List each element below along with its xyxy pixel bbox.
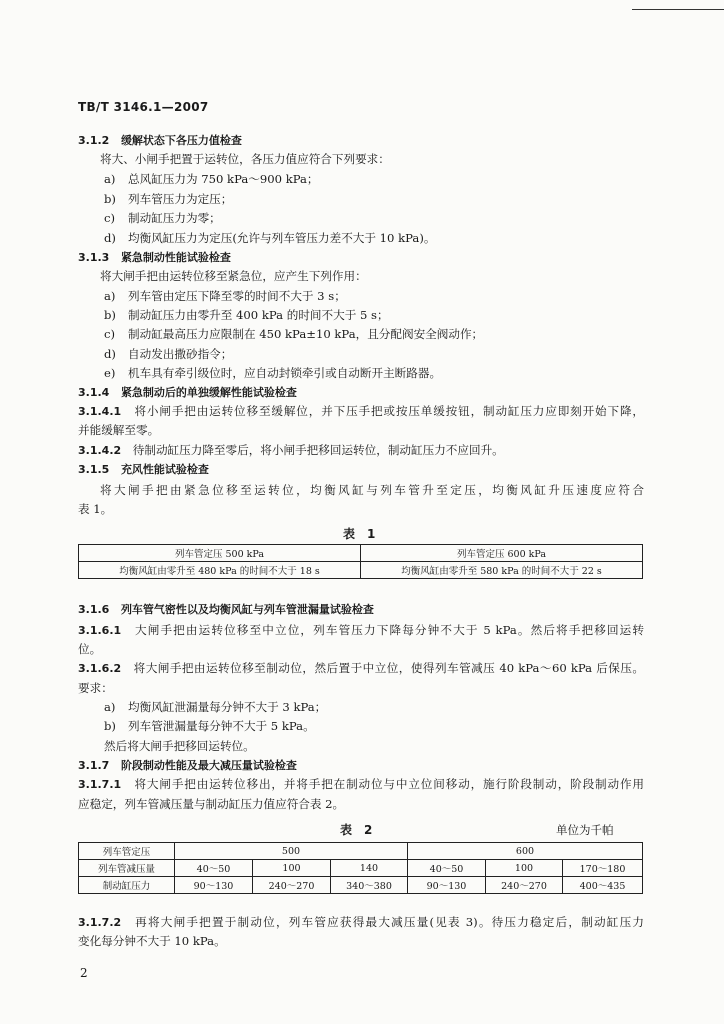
list-item: a) 列车管由定压下降至零的时间不大于 3 s； <box>104 289 346 303</box>
paragraph: 变化每分钟不大于 10 kPa。 <box>78 934 226 948</box>
paragraph: 将大闸手把由运转位移至紧急位，应产生下列作用： <box>100 269 367 283</box>
table2-cell: 340～380 <box>331 877 408 894</box>
table2-row-label: 列车管定压 <box>79 843 175 860</box>
list-item: b) 列车管泄漏量每分钟不大于 5 kPa。 <box>104 719 315 733</box>
table1-cell: 均衡风缸由零升至 480 kPa 的时间不大于 18 s <box>79 562 361 579</box>
list-item: b) 列车管压力为定压； <box>104 192 233 206</box>
table2-cell: 90～130 <box>175 877 253 894</box>
section-heading: 3.1.5 充风性能试验检查 <box>78 463 209 476</box>
table2-row-label: 制动缸压力 <box>79 877 175 894</box>
section-heading: 3.1.7 阶段制动性能及最大减压量试验检查 <box>78 759 297 772</box>
table2-cell: 100 <box>253 860 331 877</box>
table2-cell: 90～130 <box>408 877 486 894</box>
table2-caption: 表 2 <box>340 823 373 837</box>
list-item: b) 制动缸压力由零升至 400 kPa 的时间不大于 5 s； <box>104 308 389 322</box>
paragraph: 表 1。 <box>78 502 113 516</box>
paragraph: 3.1.4.1 将小闸手把由运转位移至缓解位，并下压手把或按压单缓按钮，制动缸压力应即刻开始下降， <box>78 404 644 418</box>
list-item: c) 制动缸压力为零； <box>104 211 221 225</box>
table2-cell: 40～50 <box>408 860 486 877</box>
table2-unit: 单位为千帕 <box>556 823 614 837</box>
section-heading: 3.1.6 列车管气密性以及均衡风缸与列车管泄漏量试验检查 <box>78 603 374 616</box>
section-heading: 3.1.4 紧急制动后的单独缓解性能试验检查 <box>78 386 297 399</box>
paragraph: 将大闸手把由紧急位移至运转位，均衡风缸与列车管升至定压，均衡风缸升压速度应符合 <box>100 483 644 497</box>
paragraph: 应稳定，列车管减压量与制动缸压力值应符合表 2。 <box>78 797 345 811</box>
paragraph: 将大、小闸手把置于运转位，各压力值应符合下列要求： <box>100 152 390 166</box>
table1-header-cell: 列车管定压 500 kPa <box>79 545 361 562</box>
table2-cell: 400～435 <box>563 877 643 894</box>
table2-cell: 40～50 <box>175 860 253 877</box>
table2-pressure-cell: 500 <box>175 843 408 860</box>
table2-cell: 140 <box>331 860 408 877</box>
paragraph: 3.1.7.1 将大闸手把由运转位移出，并将手把在制动位与中立位间移动，施行阶段制动，阶段制动作用 <box>78 777 644 791</box>
paragraph: 要求： <box>78 681 113 695</box>
table1-header-cell: 列车管定压 600 kPa <box>361 545 643 562</box>
section-heading: 3.1.2 缓解状态下各压力值检查 <box>78 134 242 147</box>
document-header: TB/T 3146.1—2007 <box>78 100 209 114</box>
table1-caption: 表 1 <box>343 527 376 541</box>
list-item: c) 制动缸最高压力应限制在 450 kPa±10 kPa，且分配阀安全阀动作； <box>104 327 484 341</box>
list-item: e) 机车具有牵引级位时，应自动封锁牵引或自动断开主断路器。 <box>104 366 442 380</box>
table2-row-label: 列车管减压量 <box>79 860 175 877</box>
table2-cell: 100 <box>486 860 563 877</box>
table2-pressure-cell: 600 <box>408 843 643 860</box>
list-item: a) 均衡风缸泄漏量每分钟不大于 3 kPa； <box>104 700 327 714</box>
table2-cell: 240～270 <box>253 877 331 894</box>
paragraph: 3.1.6.1 大闸手把由运转位移至中立位，列车管压力下降每分钟不大于 5 kPa。然后将手把移回运转 <box>78 623 644 637</box>
paragraph: 然后将大闸手把移回运转位。 <box>104 739 255 753</box>
section-heading: 3.1.3 紧急制动性能试验检查 <box>78 251 231 264</box>
paragraph: 3.1.6.2 将大闸手把由运转位移至制动位，然后置于中立位，使得列车管减压 40 kPa～60 kPa 后保压。 <box>78 661 644 675</box>
paragraph: 3.1.7.2 再将大闸手把置于制动位，列车管应获得最大减压量(见表 3)。待压力稳定后，制动缸压力 <box>78 915 644 929</box>
table1 <box>78 544 643 579</box>
page-number: 2 <box>80 966 88 980</box>
table1-cell: 均衡风缸由零升至 580 kPa 的时间不大于 22 s <box>361 562 643 579</box>
paragraph: 并能缓解至零。 <box>78 423 160 437</box>
table2-cell: 170～180 <box>563 860 643 877</box>
paragraph: 3.1.4.2 待制动缸压力降至零后，将小闸手把移回运转位，制动缸压力不应回升。 <box>78 443 504 457</box>
table2 <box>78 842 643 894</box>
corner-rule <box>632 9 724 10</box>
table2-cell: 240～270 <box>486 877 563 894</box>
paragraph: 位。 <box>78 642 102 656</box>
list-item: d) 自动发出撒砂指令； <box>104 347 233 361</box>
list-item: d) 均衡风缸压力为定压(允许与列车管压力差不大于 10 kPa)。 <box>104 231 436 245</box>
list-item: a) 总风缸压力为 750 kPa～900 kPa； <box>104 172 319 186</box>
